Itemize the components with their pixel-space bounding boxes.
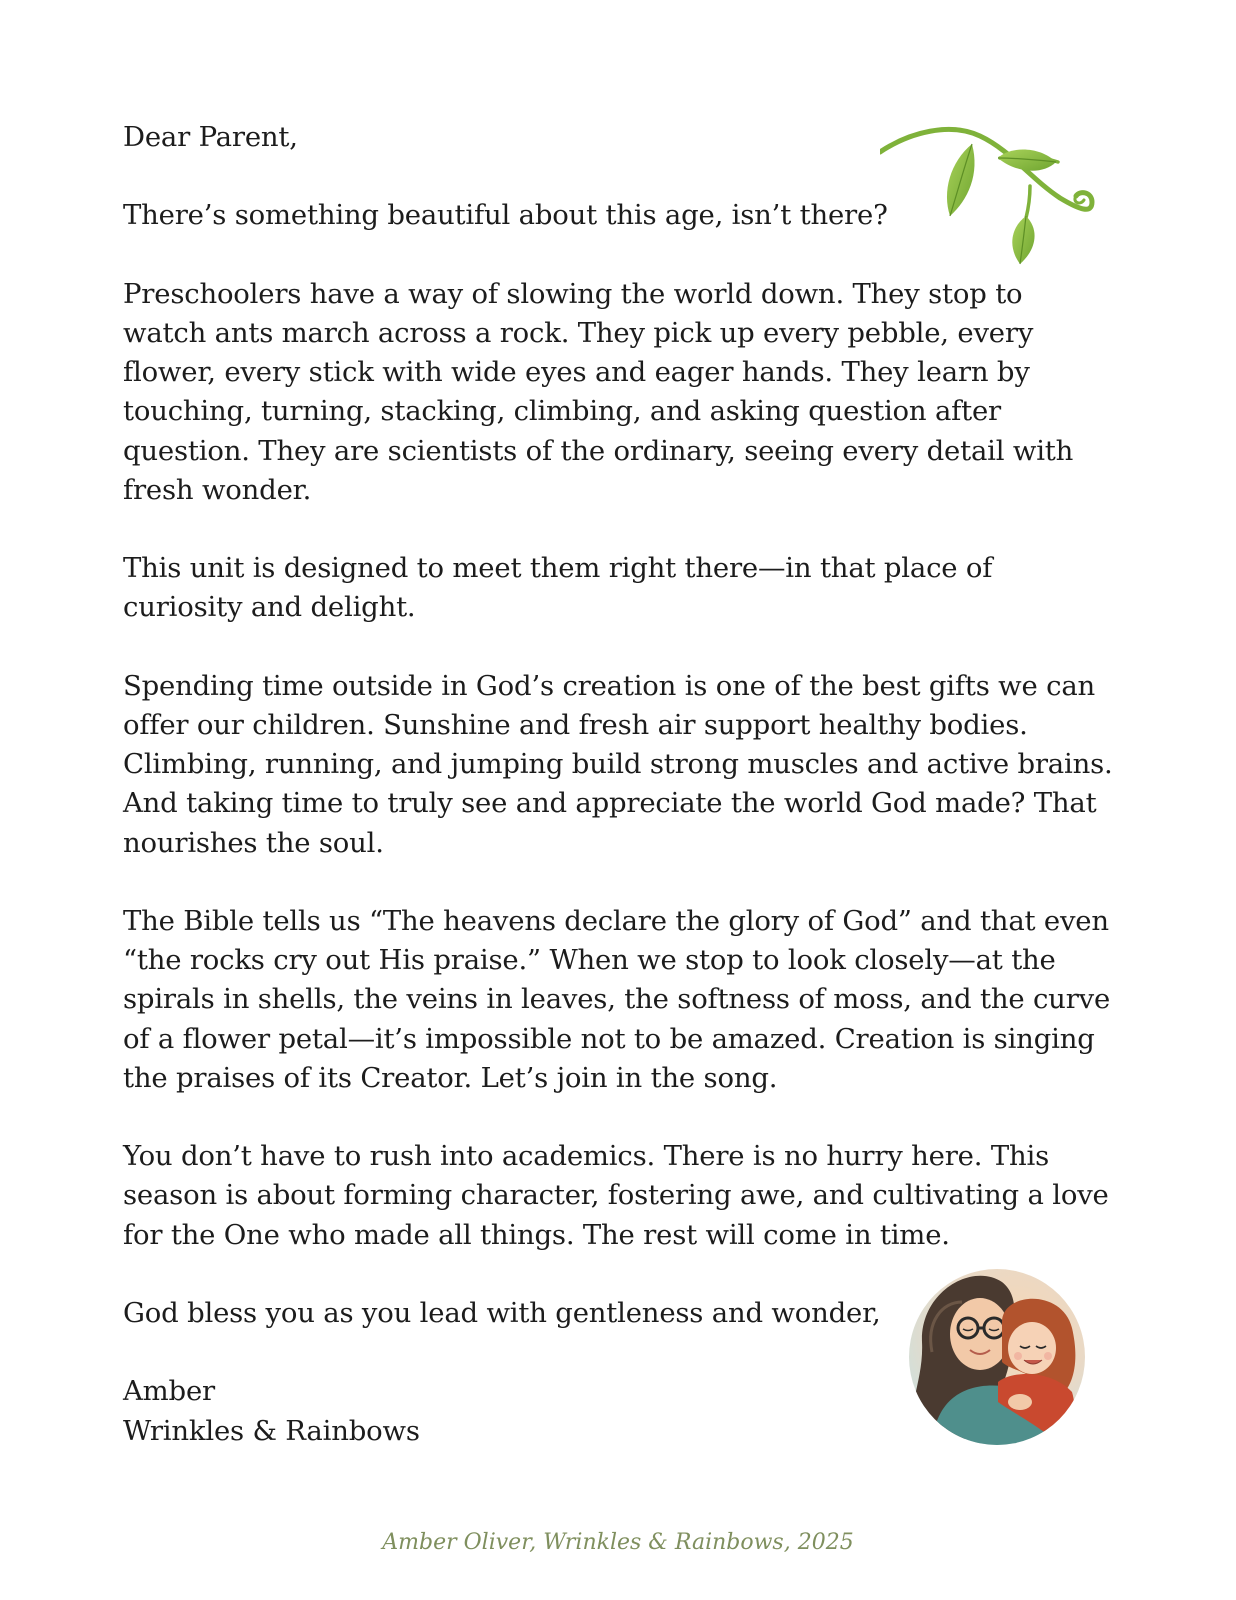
signature-brand: Wrinkles & Rainbows [123, 1414, 420, 1447]
closing-line: God bless you as you lead with gentleness and wonder, [123, 1296, 881, 1329]
paragraph-outside: Spending time outside in God’s creation is one of the best gifts we can offer our children. Sunshine and fresh air support healthy bodies. Climbing, running, and jumping build strong muscles and active brains. And taking time to truly see and appreciate the world God made? That nourishes the soul. [123, 669, 1113, 859]
paragraph-intro: There’s something beautiful about this age, isn’t there? [123, 199, 888, 232]
paragraph-unit: This unit is designed to meet them right there—in that place of curiosity and delight. [123, 552, 993, 624]
mother-child-hug-illustration [902, 1262, 1092, 1452]
paragraph-bible: The Bible tells us “The heavens declare the glory of God” and that even “the rocks cry out His praise.” When we stop to look closely—at the spirals in shells, the veins in leaves, the softness of moss, and the curve of a flower petal—it’s impossible not to be amazed. Creation is singing the praises of its Creator. Let’s join in the song. [123, 904, 1111, 1094]
signature-name: Amber [123, 1375, 215, 1408]
letter-body [123, 118, 1113, 1451]
paragraph-preschoolers: Preschoolers have a way of slowing the world down. They stop to watch ants march across a rock. They pick up every pebble, every flower, every stick with wide eyes and eager hands. They learn by touching, turning, stacking, climbing, and asking question after question. They are scientists of the ordinary, seeing every detail with fresh wonder. [123, 277, 1074, 506]
footer-credit: Amber Oliver, Wrinkles & Rainbows, 2025 [382, 1530, 854, 1555]
paragraph-academics: You don’t have to rush into academics. There is no hurry here. This season is about forming character, fostering awe, and cultivating a love for the One who made all things. The rest will come in time. [123, 1140, 1109, 1251]
greeting: Dear Parent, [123, 121, 298, 153]
